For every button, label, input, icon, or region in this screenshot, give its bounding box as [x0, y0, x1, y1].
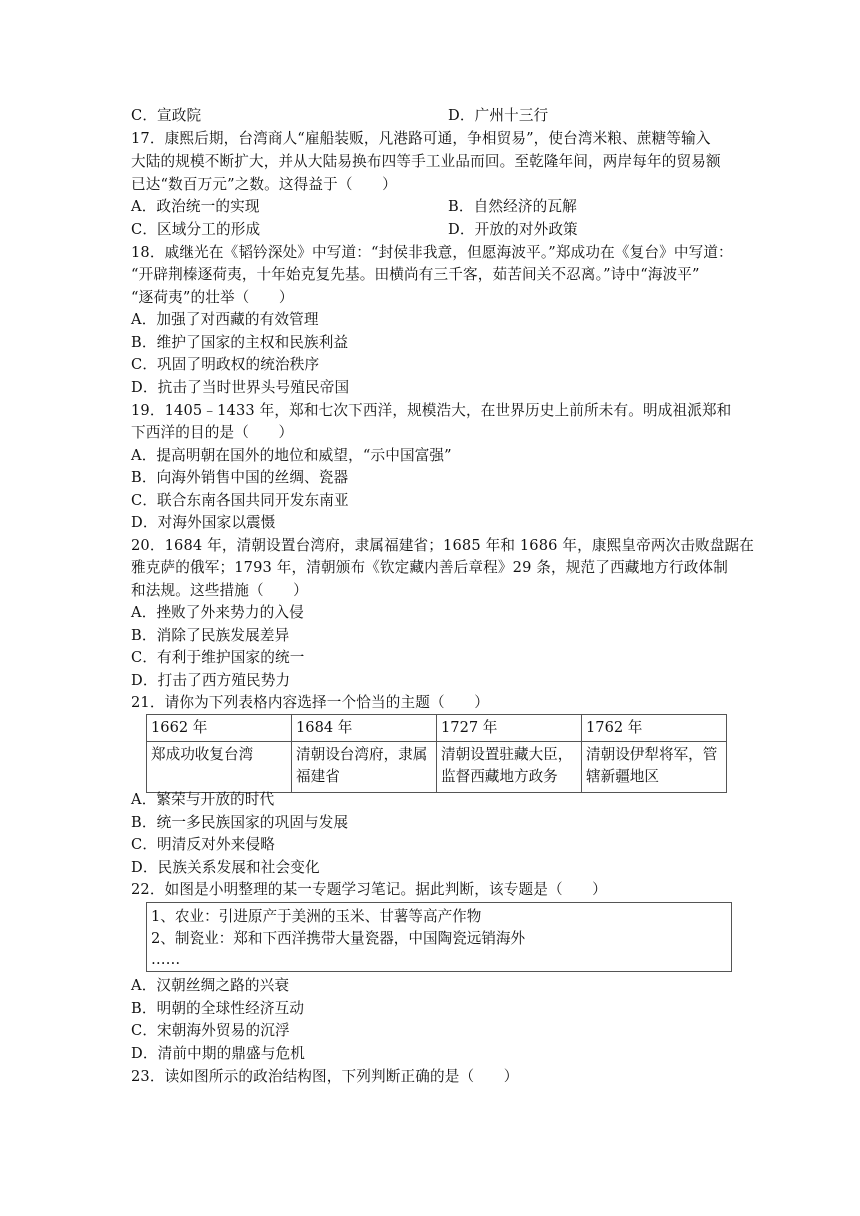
q21-option-d: D．民族关系发展和社会变化 [131, 859, 320, 876]
q21-year-cell: 1727 年 [437, 715, 582, 742]
q19-option-d: D．对海外国家以震慑 [131, 514, 276, 531]
q22-notes-box [146, 902, 732, 972]
q21-event-cell [147, 742, 292, 793]
q17-options-row-2 [131, 219, 731, 242]
q21-event-line: 清朝设伊犁将军，管 [586, 746, 718, 763]
q21-table-event-row [147, 742, 727, 793]
q18-option-d: D．抗击了当时世界头号殖民帝国 [131, 379, 350, 396]
q21-option-b: B．统一多民族国家的巩固与发展 [131, 814, 349, 831]
q22-note-line: …… [151, 951, 181, 968]
q21-event-line: 福建省 [296, 768, 340, 785]
q21-event-cell [437, 742, 582, 793]
q20-option-d: D．打击了西方殖民势力 [131, 672, 291, 689]
q22-note-line: 2、制瓷业：郑和下西洋携带大量瓷器，中国陶瓷远销海外 [151, 930, 526, 947]
q21-event-cell [582, 742, 727, 793]
q22-stem: 22．如图是小明整理的某一专题学习笔记。据此判断，该专题是（ ） [131, 881, 607, 898]
q20-option-c: C．有利于维护国家的统一 [131, 649, 305, 666]
q18-option-a: A．加强了对西藏的有效管理 [131, 311, 319, 328]
q21-event-line: 清朝设台湾府，隶属 [296, 746, 428, 763]
q22-note-line: 1、农业：引进原产于美洲的玉米、甘薯等高产作物 [151, 908, 482, 925]
q16-option-d: D．广州十三行 [448, 107, 549, 124]
q18-stem-line-1: 18．戚继光在《韬钤深处》中写道：“封侯非我意，但愿海波平。”郑成功在《复台》中写道： [131, 244, 733, 261]
q20-stem-line-1: 20．1684 年，清朝设置台湾府，隶属福建省；1685 年和 1686 年，康熙皇帝两次击败盘踞在 [131, 537, 755, 554]
q21-year-cell: 1662 年 [147, 715, 292, 742]
q17-stem-line-2: 大陆的规模不断扩大，并从大陆易换布四等手工业品而回。至乾隆年间，两岸每年的贸易额 [131, 153, 721, 170]
q21-stem: 21．请你为下列表格内容选择一个恰当的主题（ ） [131, 694, 489, 711]
q21-event-line: 监督西藏地方政务 [441, 768, 558, 785]
q23-stem: 23．读如图所示的政治结构图，下列判断正确的是（ ） [131, 1068, 519, 1085]
q21-event-cell [292, 742, 437, 793]
q16-option-c: C．宣政院 [131, 107, 202, 124]
q21-event-line: 郑成功收复台湾 [151, 746, 254, 763]
q17-option-d: D．开放的对外政策 [448, 221, 578, 238]
q19-option-b: B．向海外销售中国的丝绸、瓷器 [131, 469, 349, 486]
q22-option-a: A．汉朝丝绸之路的兴衰 [131, 977, 290, 994]
q19-option-a: A．提高明朝在国外的地位和威望，“示中国富强” [131, 447, 452, 464]
q21-option-a: A．繁荣与开放的时代 [131, 791, 275, 808]
q21-event-line: 辖新疆地区 [586, 768, 659, 785]
q22-option-c: C．宋朝海外贸易的沉浮 [131, 1022, 290, 1039]
q17-stem-line-3: 已达“数百万元”之数。这得益于（ ） [131, 176, 397, 193]
q17-option-b: B．自然经济的瓦解 [448, 198, 577, 215]
q17-option-c: C．区域分工的形成 [131, 221, 261, 238]
q19-stem-line-1: 19．1405﹣1433 年，郑和七次下西洋，规模浩大，在世界历史上前所未有。明成祖派郑和 [131, 402, 732, 419]
q21-table [146, 714, 727, 793]
q22-option-d: D．清前中期的鼎盛与危机 [131, 1045, 306, 1062]
q17-option-a: A．政治统一的实现 [131, 198, 260, 215]
q21-table-year-row [147, 715, 727, 742]
q19-stem-line-2: 下西洋的目的是（ ） [131, 424, 294, 441]
q18-stem-line-2: “开辟荆榛逐荷夷，十年始克复先基。田横尚有三千客，茹苦间关不忍离。”诗中“海波平” [131, 266, 700, 283]
q21-option-c: C．明清反对外来侵略 [131, 836, 276, 853]
q18-option-c: C．巩固了明政权的统治秩序 [131, 356, 320, 373]
q20-option-b: B．消除了民族发展差异 [131, 627, 290, 644]
q20-stem-line-3: 和法规。这些措施（ ） [131, 582, 308, 599]
q20-stem-line-2: 雅克萨的俄军；1793 年，清朝颁布《钦定藏内善后章程》29 条，规范了西藏地方行政体制 [131, 559, 728, 576]
q17-stem-line-1: 17．康熙后期，台湾商人“雇船装贩，凡港路可通，争相贸易”，使台湾米粮、蔗糖等输入 [131, 130, 711, 147]
q17-options-row-1 [131, 196, 731, 219]
q20-option-a: A．挫败了外来势力的入侵 [131, 604, 304, 621]
q18-option-b: B．维护了国家的主权和民族利益 [131, 334, 349, 351]
q16-options-row [131, 105, 731, 128]
q22-option-b: B．明朝的全球性经济互动 [131, 1000, 305, 1017]
q21-event-line: 清朝设置驻藏大臣， [441, 746, 573, 763]
q19-option-c: C．联合东南各国共同开发东南亚 [131, 492, 349, 509]
q21-year-cell: 1762 年 [582, 715, 727, 742]
q18-stem-line-3: “逐荷夷”的壮举（ ） [131, 289, 294, 306]
q21-year-cell: 1684 年 [292, 715, 437, 742]
